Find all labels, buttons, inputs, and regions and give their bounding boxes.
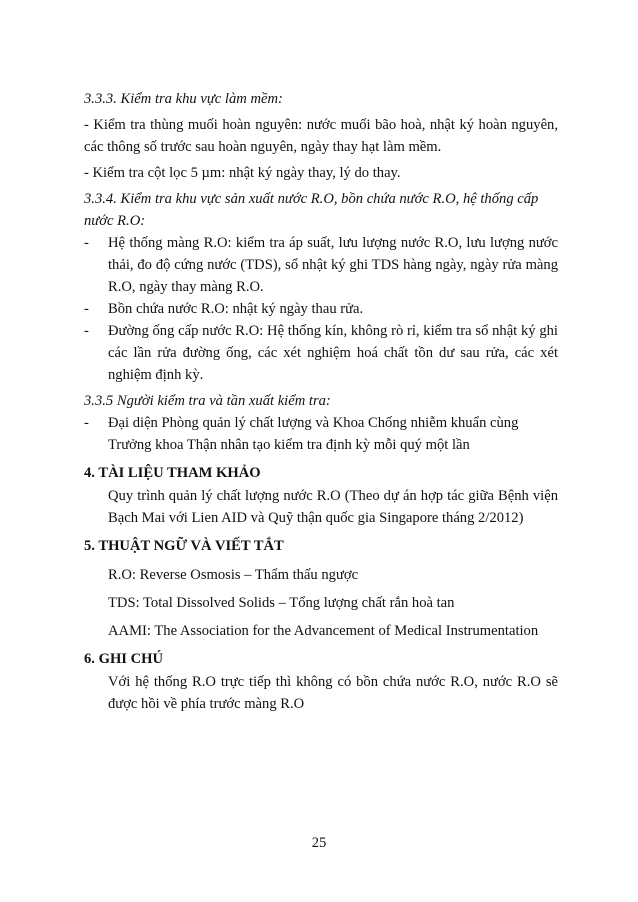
section-heading-abbreviations: 5. THUẬT NGỮ VÀ VIẾT TẮT	[84, 538, 284, 554]
list-item-text: Đại diện Phòng quản lý chất lượng và Khoa Chống nhiễm khuẩn cùng Trưởng khoa Thận nhân tạo kiểm tra định kỳ mỗi quý một lần	[108, 415, 519, 453]
list-dash: -	[84, 235, 89, 251]
list-dash: -	[84, 415, 89, 431]
list-item	[84, 298, 558, 320]
paragraph-filter-column: - Kiểm tra cột lọc 5 µm: nhật ký ngày thay, lý do thay.	[84, 165, 401, 181]
section-heading-3-3-3: 3.3.3. Kiểm tra khu vực làm mềm:	[84, 91, 283, 107]
section-heading-3-3-4: 3.3.4. Kiểm tra khu vực sản xuất nước R.O, bồn chứa nước R.O, hệ thống cấp nước R.O:	[84, 191, 539, 229]
notes-text: Với hệ thống R.O trực tiếp thì không có bồn chứa nước R.O, nước R.O sẽ được hồi về phía trước màng R.O	[108, 674, 558, 712]
section-heading-references: 4. TÀI LIỆU THAM KHẢO	[84, 465, 261, 481]
list-dash: -	[84, 323, 89, 339]
list-dash: -	[84, 301, 89, 317]
page-number: 25	[311, 835, 327, 851]
list-item-text: Bồn chứa nước R.O: nhật ký ngày thau rửa.	[108, 301, 364, 317]
definition-ro: R.O: Reverse Osmosis – Thẩm thấu ngược	[108, 567, 359, 583]
paragraph-regeneration-tank: - Kiểm tra thùng muối hoàn nguyên: nước muối bão hoà, nhật ký hoàn nguyên, các thông số trước sau hoàn nguyên, ngày thay hạt làm mềm.	[84, 117, 558, 155]
definition-aami: AAMI: The Association for the Advancement of Medical Instrumentation	[108, 623, 539, 639]
definition-tds: TDS: Total Dissolved Solids – Tổng lượng chất rắn hoà tan	[108, 595, 455, 611]
section-heading-3-3-5: 3.3.5 Người kiểm tra và tần xuất kiểm tra:	[84, 393, 331, 409]
list-item	[84, 412, 558, 456]
references-text: Quy trình quản lý chất lượng nước R.O (Theo dự án hợp tác giữa Bệnh viện Bạch Mai với Lien AID và Quỹ thận quốc gia Singapore tháng 2/2012)	[108, 488, 558, 526]
document-page	[84, 88, 558, 715]
list-item	[84, 320, 558, 386]
list-item-text: Hệ thống màng R.O: kiểm tra áp suất, lưu lượng nước R.O, lưu lượng nước thải, đo độ cứng nước (TDS), sổ nhật ký ghi TDS hàng ngày, ngày rửa màng R.O, ngày thay màng R.O.	[108, 235, 558, 295]
list-item-text: Đường ống cấp nước R.O: Hệ thống kín, không rò rỉ, kiểm tra sổ nhật ký ghi các lần rửa đường ống, các xét nghiệm hoá chất tồn dư sau rửa, các xét nghiệm định kỳ.	[108, 323, 558, 383]
list-item	[84, 232, 558, 298]
section-heading-notes: 6. GHI CHÚ	[84, 651, 164, 667]
